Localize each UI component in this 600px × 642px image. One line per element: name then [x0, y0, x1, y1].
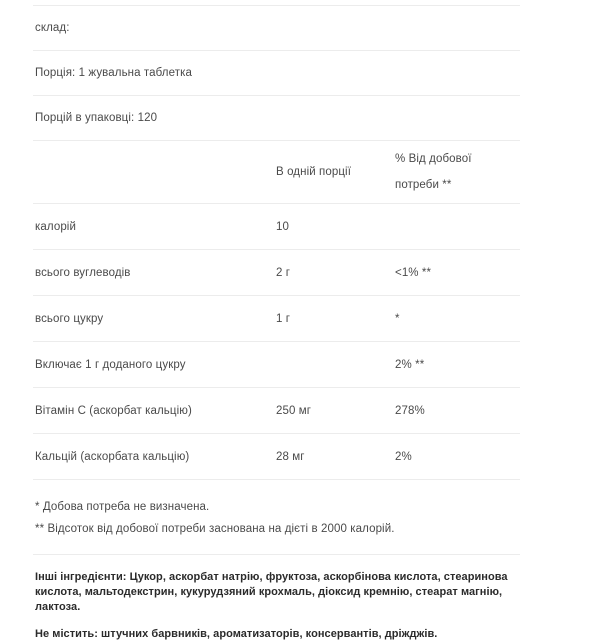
- table-header-row: [33, 141, 520, 204]
- nutrient-name: всього вуглеводів: [33, 250, 276, 296]
- nutrient-daily-value: 278%: [395, 388, 520, 434]
- info-row-composition: [33, 5, 520, 50]
- nutrient-daily-value: 2%: [395, 434, 520, 480]
- serving-info-list: [33, 5, 520, 140]
- header-daily-value-line2: потреби **: [395, 179, 452, 191]
- table-row: [33, 388, 520, 434]
- footnote-based-on-2000-calories: ** Відсоток від добової потреби заснована на дієті в 2000 калорій.: [35, 523, 395, 535]
- header-daily-value: [395, 141, 520, 204]
- header-amount-text: В одній порції: [276, 166, 351, 178]
- nutrient-daily-value: 2% **: [395, 342, 520, 388]
- nutrient-name: Кальцій (аскорбата кальцію): [33, 434, 276, 480]
- header-daily-value-line1: % Від добової: [395, 153, 472, 165]
- footnote-daily-value-not-established: * Добова потреба не визначена.: [35, 501, 210, 513]
- free-from-text: Не містить: штучних барвників, ароматизаторів, консервантів, дріжджів.: [35, 628, 438, 640]
- nutrient-daily-value: <1% **: [395, 250, 520, 296]
- nutrient-amount: 28 мг: [276, 434, 395, 480]
- header-amount-per-serving: [276, 141, 395, 204]
- nutrient-daily-value: *: [395, 296, 520, 342]
- table-row: [33, 434, 520, 480]
- nutrient-amount: 1 г: [276, 296, 395, 342]
- header-nutrient: [33, 141, 276, 204]
- table-row: [33, 342, 520, 388]
- nutrient-amount: 10: [276, 204, 395, 250]
- serving-size-label: Порція: 1 жувальна таблетка: [35, 67, 192, 79]
- nutrition-table-body: [33, 204, 520, 480]
- nutrition-facts-panel: [33, 5, 520, 642]
- nutrition-table-head: [33, 141, 520, 204]
- nutrient-amount: [276, 342, 395, 388]
- nutrient-name: Включає 1 г доданого цукру: [33, 342, 276, 388]
- nutrition-table: [33, 140, 520, 479]
- nutrient-name: Вітамін C (аскорбат кальцію): [33, 388, 276, 434]
- info-row-servings-per-container: [33, 95, 520, 140]
- table-row: [33, 250, 520, 296]
- other-ingredients-text: Інші інгредієнти: Цукор, аскорбат натрію, фруктоза, аскорбінова кислота, стеаринова кислота, мальтодекстрин, кукурудзяний крохмаль, діоксид кремнію, стеарат магнію, лактоза.: [35, 571, 508, 613]
- nutrient-amount: 2 г: [276, 250, 395, 296]
- servings-per-container-label: Порцій в упаковці: 120: [35, 112, 158, 124]
- table-row: [33, 296, 520, 342]
- info-row-serving-size: [33, 50, 520, 95]
- ingredients-section: [33, 554, 520, 642]
- nutrient-daily-value: [395, 204, 520, 250]
- nutrient-name: калорій: [33, 204, 276, 250]
- footnotes-section: [33, 479, 520, 554]
- table-row: [33, 204, 520, 250]
- nutrient-amount: 250 мг: [276, 388, 395, 434]
- nutrient-name: всього цукру: [33, 296, 276, 342]
- composition-label: склад:: [35, 22, 70, 34]
